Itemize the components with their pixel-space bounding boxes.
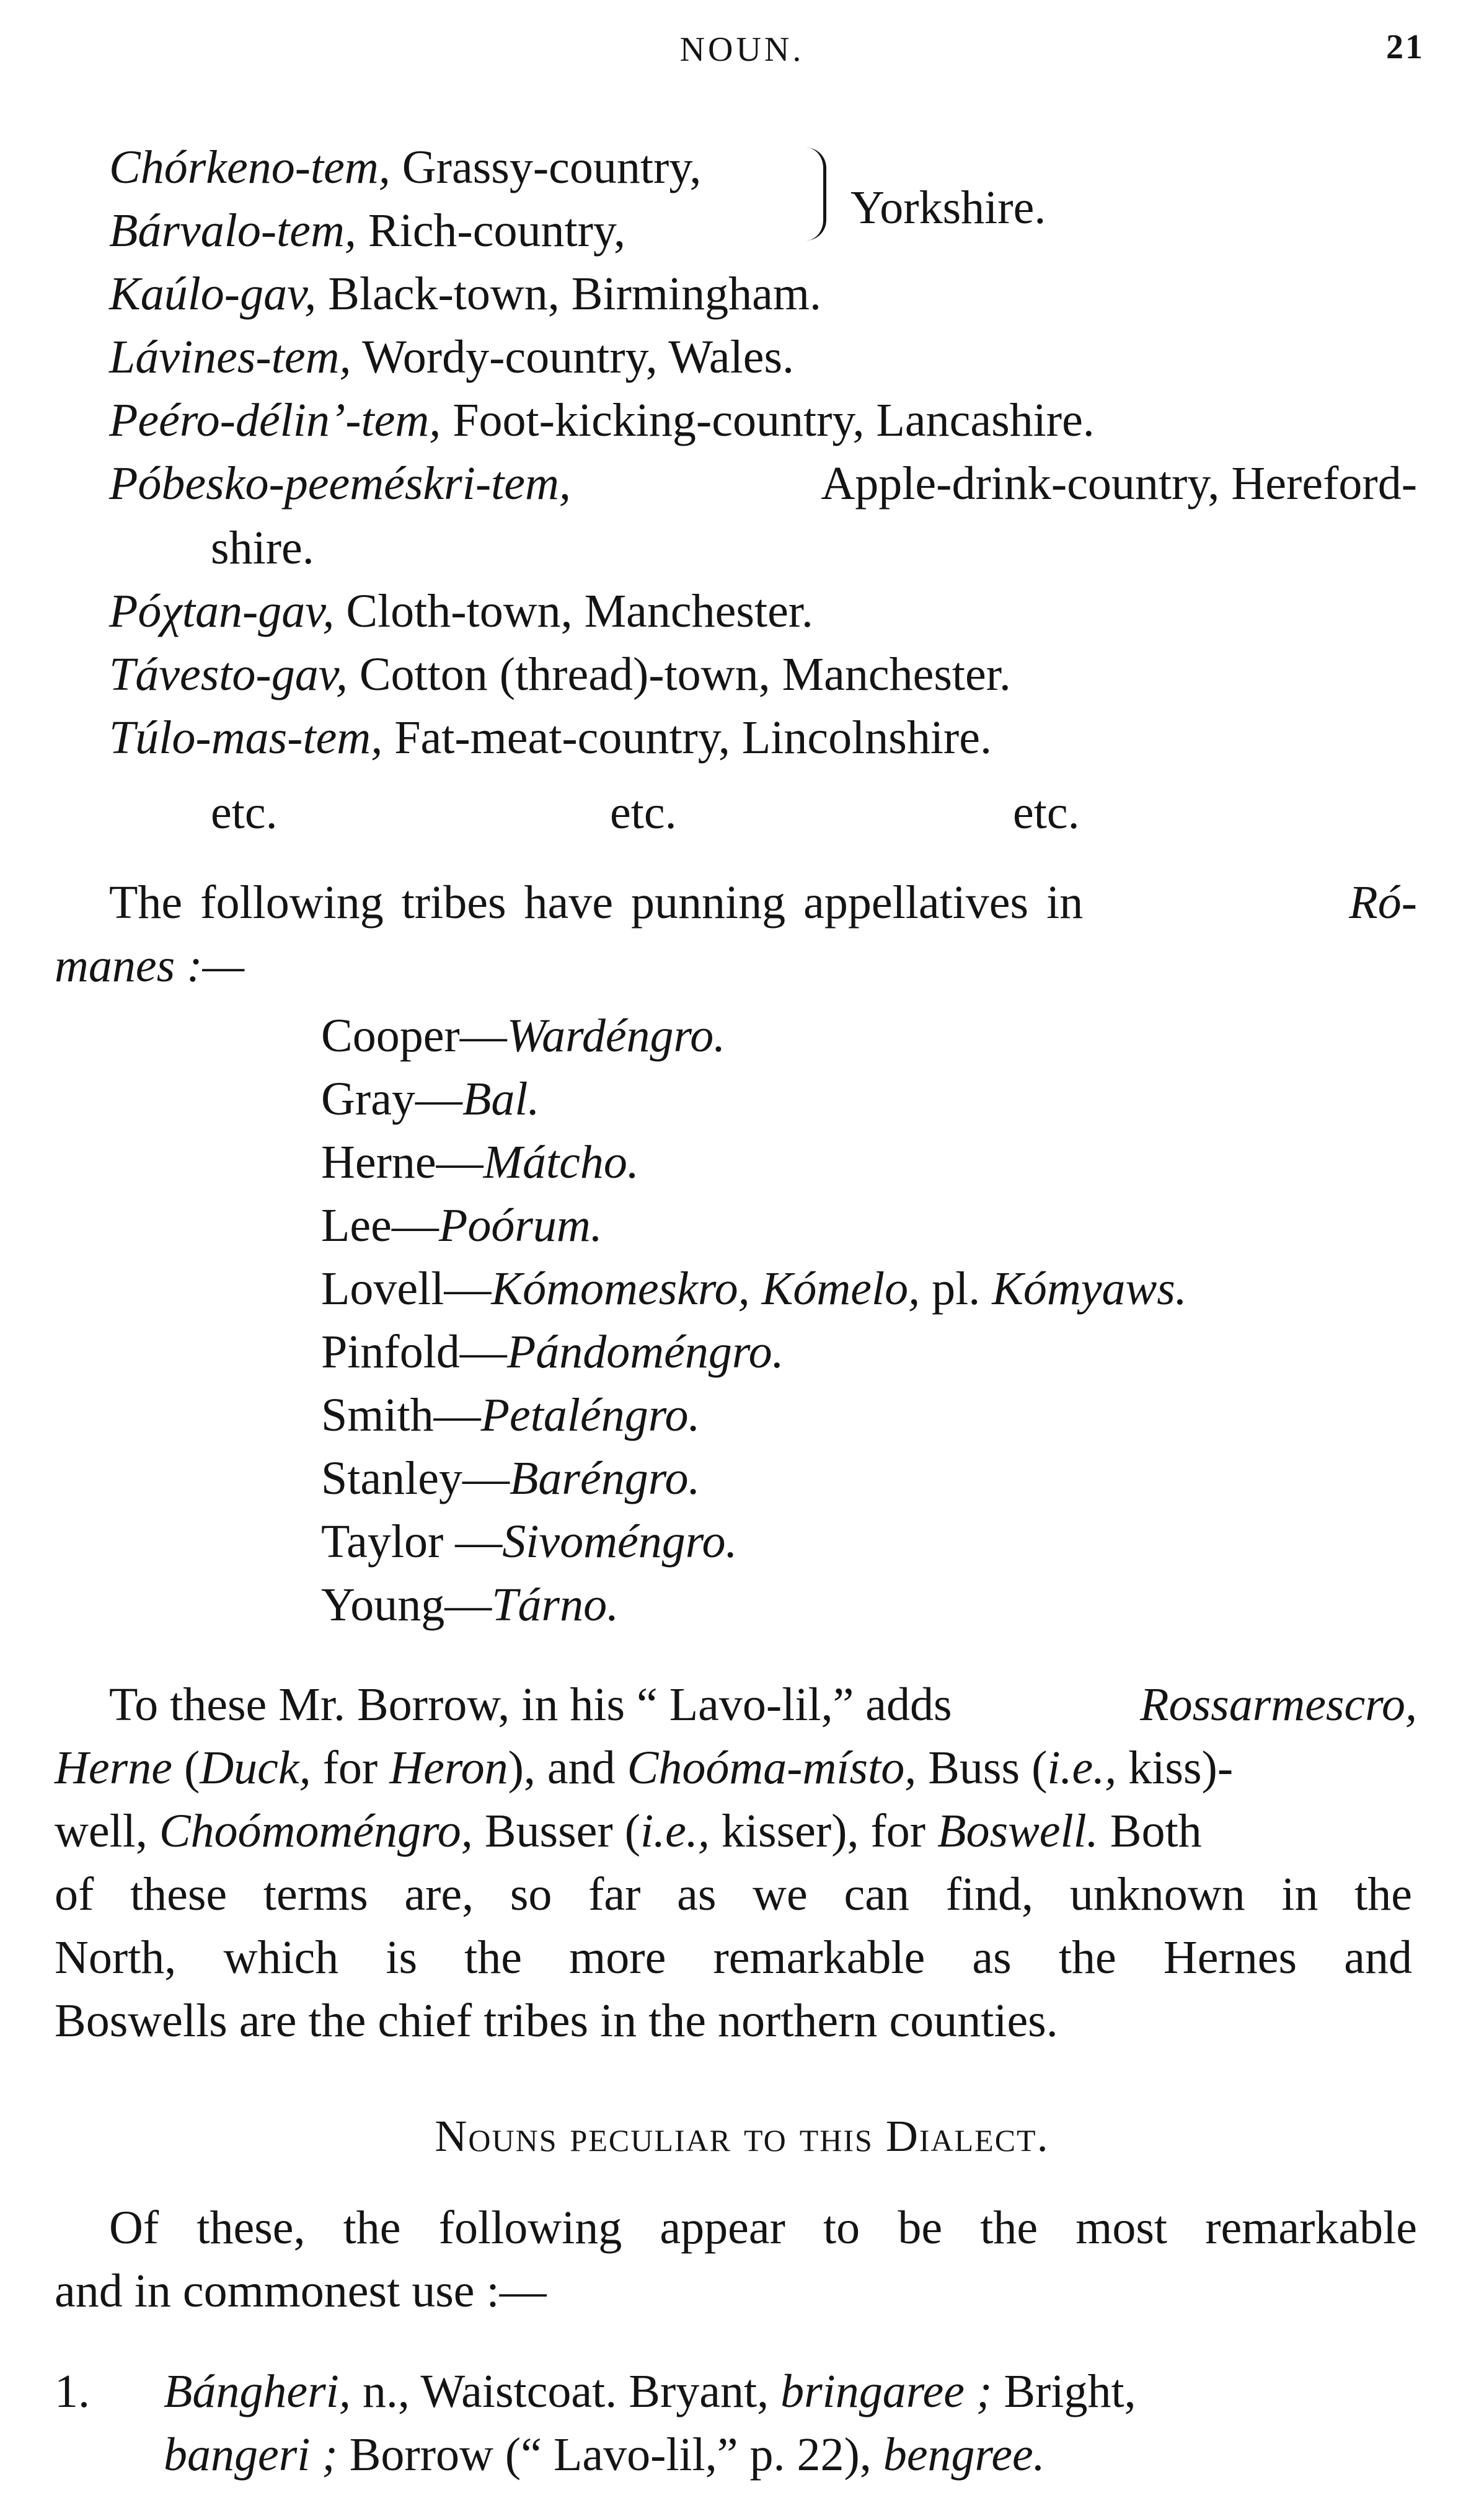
tribe-name: Taylor — — [321, 1516, 503, 1568]
tribes-intro-line1 — [109, 876, 1417, 929]
tribe-young — [321, 1578, 619, 1632]
english-meaning: Rich-country, — [368, 205, 625, 257]
tribe-romani: Tárno. — [492, 1579, 619, 1631]
romani-term: Lávines-tem, — [109, 331, 351, 383]
entry-text: Borrow (“ Lavo-lil,” p. 22), — [337, 2429, 883, 2481]
intro-italic: manes :— — [55, 940, 245, 992]
para-italic: Choóma-místo, — [627, 1742, 917, 1794]
intro-italic: Ró- — [1349, 876, 1417, 929]
place-entry — [109, 648, 1011, 700]
tribe-romani: Petaléngro. — [480, 1389, 700, 1441]
entry-text: Bright, — [992, 2365, 1136, 2417]
section-intro-line1: Of these, the following appear to be the most remarkable — [109, 2202, 1417, 2254]
english-meaning: Grassy-country, — [402, 141, 702, 193]
tribe-name: Young— — [321, 1579, 492, 1631]
english-meaning: Apple-drink-country, Hereford- — [821, 457, 1417, 510]
borrow-para-line2 — [55, 1742, 1234, 1794]
romani-term: Póbesko-peeméskri-tem, — [109, 457, 571, 510]
place-entry-continuation: shire. — [211, 522, 314, 574]
borrow-para-line4: of these terms are, so far as we can find, unknown in the — [55, 1868, 1412, 1920]
tribe-romani: Baréngro. — [509, 1452, 700, 1504]
borrow-para-line5: North, which is the more remarkable as the Hernes and — [55, 1931, 1412, 1984]
etc-1: etc. — [211, 787, 278, 839]
tribe-name: Cooper— — [321, 1010, 507, 1062]
running-header-title: NOUN. — [679, 30, 805, 69]
place-entry — [109, 457, 1417, 510]
tribe-gray — [321, 1072, 539, 1126]
romani-term: Póχtan-gav, — [109, 585, 335, 637]
entry-italic: bangeri ; — [164, 2429, 338, 2481]
tribe-romani: Poórum. — [438, 1199, 603, 1251]
etc-3: etc. — [1013, 787, 1080, 839]
etc-2: etc. — [610, 787, 677, 839]
tribe-name: Stanley— — [321, 1452, 510, 1504]
tribe-name: Gray— — [321, 1073, 462, 1125]
tribe-herne — [321, 1136, 639, 1190]
tribe-romani-plural: Kómyaws. — [992, 1263, 1187, 1315]
para-text: kisser), for — [709, 1805, 938, 1857]
romani-term: Távesto-gav, — [109, 648, 348, 700]
english-meaning: Foot-kicking-country, Lancashire. — [453, 394, 1095, 446]
entry-text: n., Waistcoat. Bryant, — [350, 2365, 781, 2417]
place-entry — [109, 333, 794, 381]
para-italic: Duck, — [200, 1742, 311, 1794]
tribe-lee — [321, 1199, 603, 1253]
tribe-romani: Mátcho. — [483, 1136, 639, 1188]
entry-italic: bringaree ; — [780, 2365, 992, 2417]
para-text: Buss ( — [916, 1742, 1048, 1794]
tribe-romani: Bal. — [462, 1073, 540, 1125]
tribe-pinfold — [321, 1325, 784, 1379]
tribe-romani: Sivoméngro. — [502, 1516, 738, 1568]
para-text: Busser ( — [472, 1805, 641, 1857]
para-italic: i.e., — [640, 1805, 710, 1857]
brace-label-yorkshire: Yorkshire. — [850, 182, 1046, 234]
para-italic: Boswell. — [937, 1805, 1098, 1857]
romani-term: Bárvalo-tem, — [109, 205, 356, 257]
tribe-smith — [321, 1388, 700, 1442]
romani-term: Chórkeno-tem, — [109, 141, 391, 193]
english-meaning: Cloth-town, Manchester. — [346, 585, 813, 637]
tribe-name: Herne— — [321, 1136, 484, 1188]
romani-term: Túlo-mas-tem, — [109, 712, 383, 764]
para-italic: Herne — [55, 1742, 172, 1794]
intro-text: The following tribes have punning appellatives in — [109, 876, 1084, 929]
tribe-cooper — [321, 1009, 725, 1063]
english-meaning: Cotton (thread)-town, Manchester. — [359, 648, 1011, 700]
borrow-para-line6: Boswells are the chief tribes in the northern counties. — [55, 1995, 1058, 2047]
tribe-romani: Kómomeskro, Kómelo, — [491, 1263, 921, 1315]
page-number: 21 — [1386, 28, 1424, 66]
section-intro-line2: and in commonest use :— — [55, 2265, 547, 2317]
place-entry — [109, 394, 1095, 446]
tribe-stanley — [321, 1452, 700, 1506]
para-text: To these Mr. Borrow, in his “ Lavo-lil,” adds — [109, 1679, 952, 1731]
entry-1-line1 — [55, 2365, 1417, 2417]
entry-1-line2 — [164, 2429, 1045, 2481]
english-meaning: Black-town, Birmingham. — [328, 268, 821, 320]
para-text: Both — [1098, 1805, 1202, 1857]
tribe-taylor — [321, 1515, 738, 1569]
tribe-name: Lee— — [321, 1199, 439, 1251]
tribe-name: Pinfold— — [321, 1326, 507, 1378]
entry-italic: bengree. — [883, 2429, 1045, 2481]
place-entry-barvalo — [109, 205, 625, 257]
english-meaning: Wordy-country, Wales. — [362, 331, 795, 383]
tribe-name: Smith— — [321, 1389, 481, 1441]
grouping-brace — [806, 148, 826, 241]
place-entry — [109, 712, 992, 764]
entry-number: 1. — [55, 2365, 90, 2417]
para-text: well, — [55, 1805, 159, 1857]
place-entry — [109, 585, 813, 637]
tribes-intro-line2 — [55, 940, 245, 992]
romani-term: Peéro-délin’-tem, — [109, 394, 441, 446]
borrow-para-line1 — [109, 1679, 1417, 1731]
borrow-para-line3 — [55, 1805, 1202, 1857]
tribe-lovell — [321, 1262, 1187, 1316]
romani-term: Kaúlo-gav, — [109, 268, 317, 320]
para-italic: Heron — [389, 1742, 508, 1794]
tribe-extra: pl. — [920, 1263, 992, 1315]
tribe-romani: Pándoméngro. — [506, 1326, 784, 1378]
para-italic: Rossarmescro, — [1140, 1679, 1417, 1731]
english-meaning: Fat-meat-country, Lincolnshire. — [394, 712, 992, 764]
entry-term: Bángheri, — [164, 2365, 351, 2417]
para-text: ( — [172, 1742, 200, 1794]
para-text: kiss)- — [1116, 1742, 1234, 1794]
place-entry-chorkeno — [109, 141, 702, 193]
tribe-name: Lovell— — [321, 1263, 492, 1315]
para-text: for — [311, 1742, 390, 1794]
para-italic: Choómoméngro, — [159, 1805, 473, 1857]
section-heading: Nouns peculiar to this Dialect. — [435, 2111, 1049, 2161]
place-entry — [109, 268, 821, 320]
para-text: ), and — [508, 1742, 627, 1794]
para-italic: i.e., — [1047, 1742, 1117, 1794]
tribe-romani: Wardéngro. — [506, 1010, 726, 1062]
